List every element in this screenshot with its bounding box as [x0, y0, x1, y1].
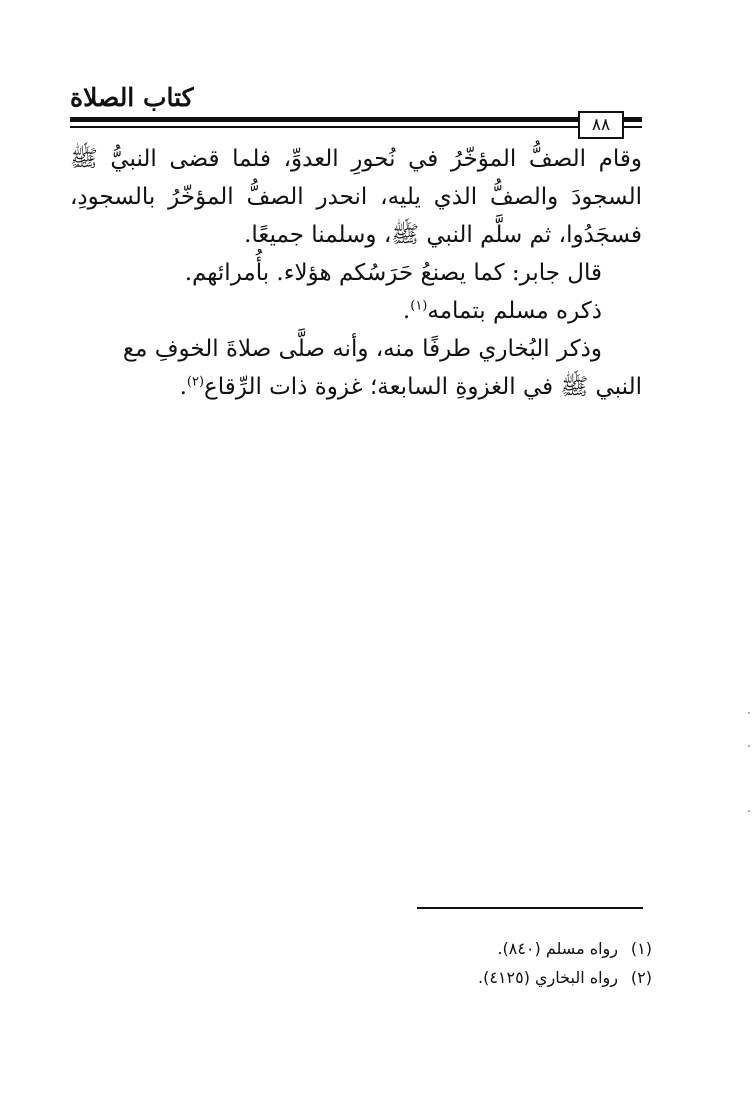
running-header-title: كتاب الصلاة — [70, 83, 194, 112]
footnote-reference: (٢) — [186, 374, 205, 390]
scan-speck — [748, 810, 750, 812]
main-text — [70, 140, 642, 406]
footnote-number: (١) — [630, 939, 652, 958]
paragraph — [70, 330, 642, 406]
paragraph — [70, 292, 642, 330]
scan-speck — [748, 745, 750, 747]
footnote-text: رواه البخاري (٤١٢٥). — [478, 968, 618, 987]
footnote-text: رواه مسلم (٨٤٠). — [497, 939, 618, 958]
header-rule-thin — [70, 126, 580, 128]
footnote-separator — [417, 907, 643, 909]
paragraph: قال جابر: كما يصنعُ حَرَسُكم هؤلاء. بأُمرائهم. — [184, 260, 602, 286]
page-number: ٨٨ — [578, 111, 624, 139]
paragraph-end: . — [402, 298, 411, 324]
paragraph-end: . — [179, 374, 187, 400]
footnote-reference: (١) — [410, 298, 428, 314]
header-rule-bold — [70, 117, 580, 122]
paragraph: وقام الصفُّ المؤخّرُ في نُحورِ العدوِّ، فلما قضى النبيُّ ﷺ السجودَ والصفُّ الذي يليه، انحدر الصفُّ المؤخّرُ بالسجودِ، فسجَدُوا، ثم سلَّم النبي ﷺ، وسلمنا جميعًا. — [70, 146, 642, 248]
header-rule-tail-thin — [624, 126, 642, 128]
footnotes — [300, 934, 652, 992]
paragraph-text: ذكره مسلم بتمامه — [427, 298, 602, 324]
footnote-number: (٢) — [630, 968, 652, 987]
header-rule-tail-bold — [624, 117, 642, 122]
footnote — [300, 963, 652, 992]
scan-speck — [748, 712, 750, 714]
paragraph-text: وذكر البُخاري طرفًا منه، وأنه صلَّى صلاةَ الخوفِ مع النبي ﷺ في الغزوةِ السابعة؛ غزوة ذات الرِّقاع — [122, 336, 642, 400]
footnote — [300, 934, 652, 963]
